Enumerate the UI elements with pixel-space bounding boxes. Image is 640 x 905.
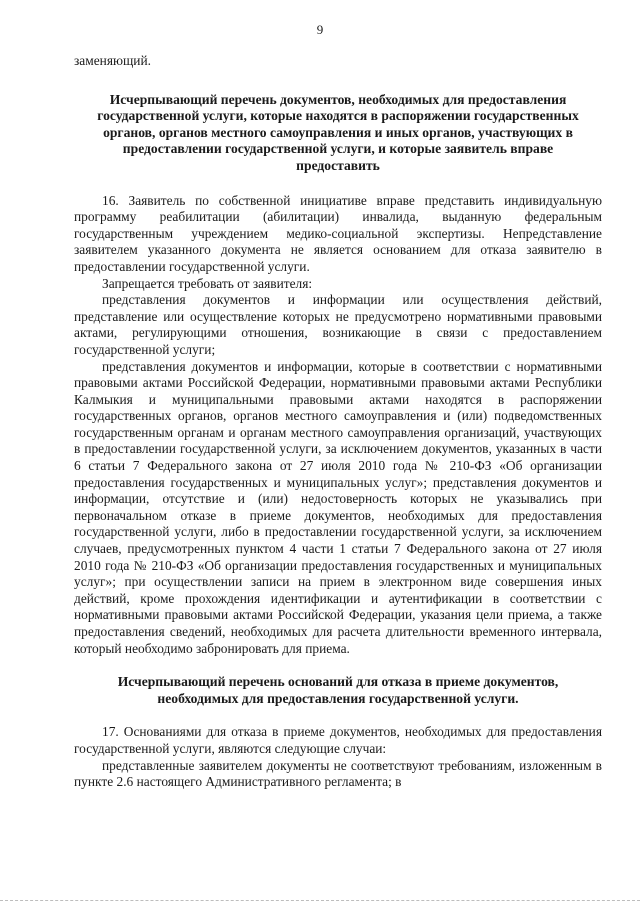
section-heading-documents-list: Исчерпывающий перечень документов, необходимых для предоставления государственной услуги, которые находятся в распоряжении государственных органов, органов местного самоуправления и иных органов, участвующих в предоставлении государственной услуги, и которые заявитель вправе предоставить — [97, 91, 579, 173]
paragraph-16: 16. Заявитель по собственной инициативе вправе представить индивидуальную программу реабилитации (абилитации) инвалида, выданную федеральным государственным учреждением медико-социальной экспертизы. Непредставление заявителем указанного документа не является основанием для отказа заявителю в предоставлении государственной услуги. — [74, 192, 602, 274]
paragraph-forbidden-intro: Запрещается требовать от заявителя: — [102, 275, 313, 291]
section-heading-refusal-grounds: Исчерпывающий перечень оснований для отказа в приеме документов, необходимых для предоставления государственной услуги. — [117, 674, 559, 706]
scan-bottom-edge — [0, 900, 640, 902]
paragraph-17: 17. Основаниями для отказа в приеме документов, необходимых для предоставления государственной услуги, являются следующие случаи: — [74, 724, 602, 756]
paragraph-17-case-a: представленные заявителем документы не соответствуют требованиям, изложенным в пункте 2.6 настоящего Административного регламента; в — [74, 757, 602, 790]
document-body — [74, 53, 602, 791]
paragraph-forbidden-item-b: представления документов и информации, которые в соответствии с нормативными правовыми актами Российской Федерации, нормативными правовыми актами Республики Калмыкия и муниципальными правовыми актами находятся в распоряжении государственных органов, органов местного самоуправления и (или) подведомственных государственным органам и органам местного самоуправления организаций, участвующих в предоставлении государственной услуги, за исключением документов, указанных в части 6 статьи 7 Федерального закона от 27 июля 2010 года № 210-ФЗ «Об организации предоставления государственных и муниципальных услуг»; представления документов и информации, отсутствие и (или) недостоверность которых не указывались при первоначальном отказе в приеме документов, необходимых для предоставления государственной услуги, либо в предоставлении государственной услуги, за исключением случаев, предусмотренных пунктом 4 части 1 статьи 7 Федерального закона от 27 июля 2010 года № 210-ФЗ «Об организации предоставления государственных и муниципальных услуг»; при осуществлении записи на прием в электронном виде совершения иных действий, кроме прохождения идентификации и аутентификации в соответствии с нормативными правовыми актами Российской Федерации, указания цели приема, а также предоставления сведений, необходимых для расчета длительности временного интервала, который необходимо забронировать для приема. — [74, 358, 602, 656]
paragraph-continuation: заменяющий. — [74, 53, 151, 68]
paragraph-forbidden-item-a: представления документов и информации или осуществления действий, представление или осуществление которых не предусмотрено нормативными правовыми актами, регулирующими отношения, возникающие в связи с предоставлением государственной услуги; — [74, 292, 602, 357]
page-number: 9 — [316, 22, 324, 37]
